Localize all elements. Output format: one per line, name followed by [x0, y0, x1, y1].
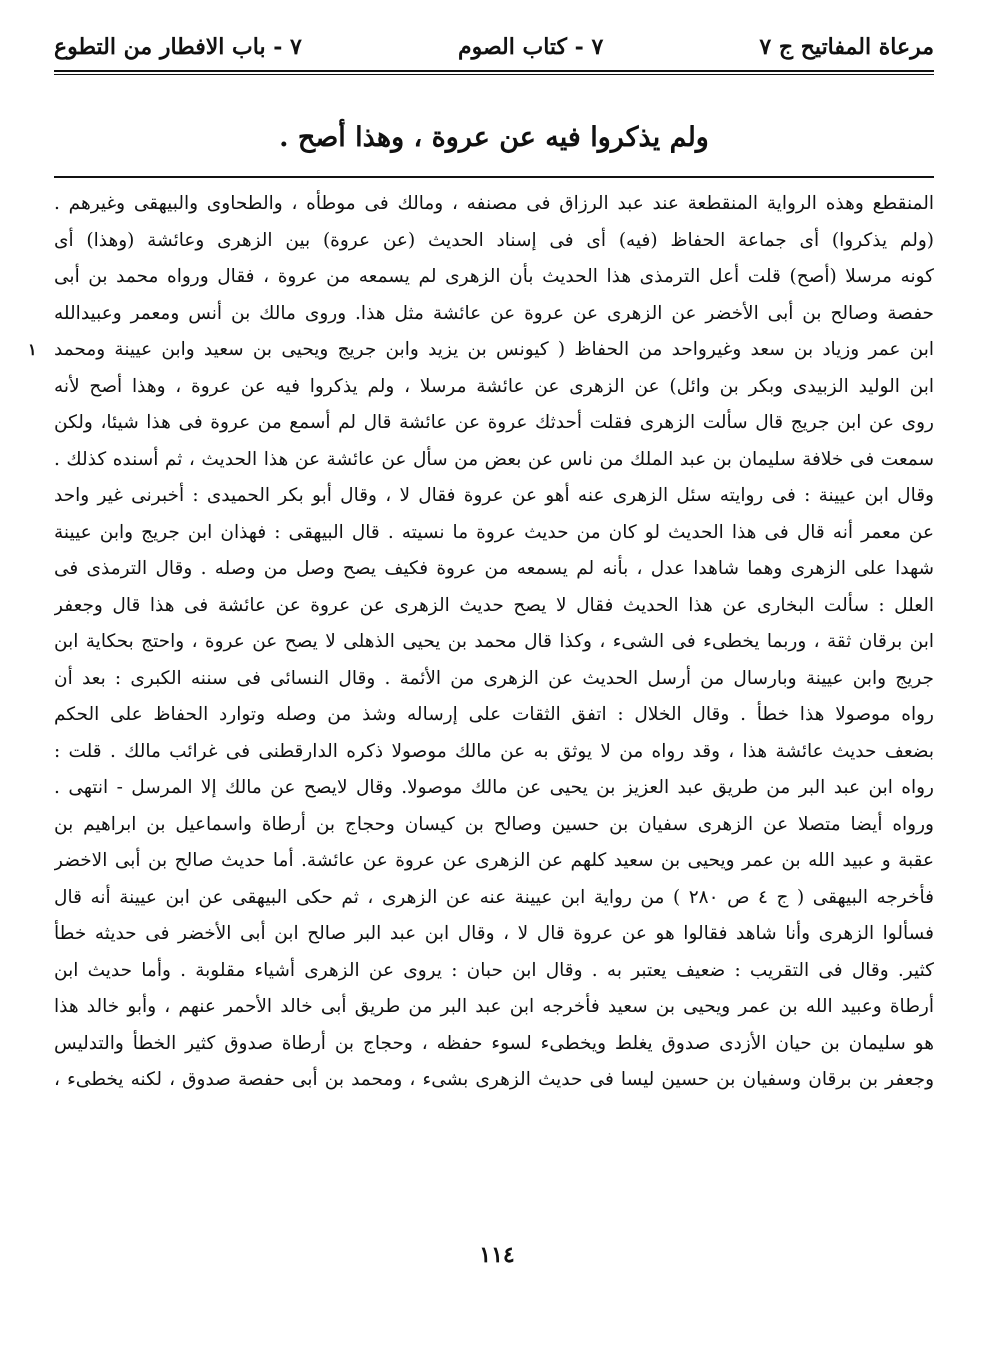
text-line: روى عن ابن جريج قال سألت الزهرى فقلت أحدثك عروة عن عائشة قال لم أسمع من عروة فى هذا شيئا، ولكن: [54, 412, 934, 433]
text-line: فسألوا الزهرى وأنا شاهد فقالوا هو عن عروة قال لا ، وقال ابن عبد البر صالح ابن أبى الأخضر فى حديثه خطأ: [54, 923, 934, 944]
text-line: كونه مرسلا (أصح) قلت أعل الترمذى هذا الحديث بأن الزهرى لم يسمعه من عروة ، فقال ورواه محمد بن أبى: [54, 266, 934, 287]
page-number: ١١٤: [479, 1242, 515, 1268]
text-line: رواه ابن عبد البر من طريق عبد العزيز بن يحيى عن مالك موصولا. وقال لايصح عن مالك إلا المرسل - انتهى .: [54, 777, 934, 798]
text-line: العلل : سألت البخارى عن هذا الحديث فقال لا يصح حديث الزهرى عن عروة عن عائشة فى هذا قال وجعفر: [54, 594, 934, 616]
text-line: ابن عمر وزياد بن سعد وغيرواحد من الحفاظ ( كيونس بن يزيد وابن جريج ويحيى بن سعيد وابن عيينة ومحمد: [54, 339, 934, 360]
text-line: عن معمر أنه قال فى هذا الحديث لو كان من حديث عروة ما نسيته . قال البيهقى : فهذان ابن جريج وابن عيينة: [54, 521, 934, 543]
text-line: سمعت فى خلافة سليمان بن عبد الملك من ناس عن بعض من سأل عن عائشة عن هذا الحديث ، ثم أسنده كذلك .: [54, 448, 934, 470]
header-divider: [54, 70, 934, 75]
margin-note: ١: [28, 340, 37, 359]
text-line: عقبة و عبيد الله بن عمر ويحيى بن سعيد كلهم عن الزهرى عن عروة عن عائشة. أما حديث صالح بن أبى الاخضر: [54, 850, 934, 871]
text-line: شهدا على الزهرى وهما شاهدا عدل ، بأنه لم يسمعه من عروة فكيف يصح وصل من وصله . وقال الترمذى فى: [54, 558, 934, 579]
header-book-title: مرعاة المفاتيح ج ٧: [759, 34, 934, 60]
text-line: ابن برقان ثقة ، وربما يخطىء فى الشىء ، وكذا قال محمد بن يحيى الذهلى لا يصح عن عروة ، واحتج بحكاية ابن: [54, 631, 934, 652]
hadith-quote: ولم يذكروا فيه عن عروة ، وهذا أصح .: [279, 122, 709, 153]
text-line: هو سليمان بن حيان الأزدى صدوق يغلط ويخطىء لسوء حفظه ، وحجاج بن أرطاة صدوق كثير الخطأ والتدليس: [54, 1032, 934, 1054]
header-book-section: ٧ - كتاب الصوم: [457, 34, 604, 60]
quote-divider: [54, 176, 934, 178]
text-line: كثير. وقال فى التقريب : ضعيف يعتبر به . وقال ابن حبان : يروى عن الزهرى أشياء مقلوبة . وأما حديث ابن: [54, 959, 934, 981]
text-line: المنقطع وهذه الرواية المنقطعة عند عبد الرزاق فى مصنفه ، ومالك فى موطأه ، والطحاوى والبيهقى وغيرهم .: [54, 193, 934, 214]
text-line: ورواه أيضا متصلا عن الزهرى سفيان بن حسين وصالح بن كيسان وحجاج بن أرطاة واسماعيل بن ابراهيم بن: [54, 813, 934, 835]
text-line: بضعف حديث عائشة هذا ، وقد رواه من لا يوثق به عن مالك موصولا ذكره الدارقطنى فى غرائب مالك . قلت :: [54, 740, 934, 762]
text-line: ابن الوليد الزبيدى وبكر بن وائل) عن الزهرى عن عائشة مرسلا ، ولم يذكروا فيه عن عروة ، وهذا أصح لأنه: [54, 375, 934, 397]
text-line: أرطاة وعبيد الله بن عمر ويحيى بن سعيد فأخرجه ابن عبد البر من طريق أبى خالد الأحمر عنهم ، وأبو خالد هذا: [54, 996, 934, 1017]
text-line: جريج وابن عيينة وبارسال من أرسل الحديث عن الزهرى من الأئمة . وقال النسائى فى سننه الكبرى : بعد أن: [54, 667, 934, 689]
text-line: حفصة وصالح بن أبى الأخضر عن الزهرى عن عروة عن عائشة مثل هذا. وروى مالك بن أنس ومعمر وعبيدالله: [54, 302, 934, 324]
text-line: رواه موصولا هذا خطأ . وقال الخلال : اتفق الثقات على إرساله وشذ من وصله وتوارد الحفاظ على الحكم: [54, 704, 934, 725]
commentary-body: [54, 186, 934, 1099]
text-line: فأخرجه البيهقى ( ج ٤ ص ٢٨٠ ) من رواية ابن عيينة عنه عن الزهرى ، ثم حكى البيهقى عن ابن عيينة أنه قال: [54, 886, 934, 908]
header-chapter: ٧ - باب الافطار من التطوع: [54, 34, 302, 60]
text-line: وقال ابن عيينة : فى روايته سئل الزهرى عنه أهو عن عروة فقال لا ، وقال أبو بكر الحميدى : أخبرنى غير واحد: [54, 485, 934, 506]
text-line: وجعفر بن برقان وسفيان بن حسين ليسا فى حديث الزهرى بشىء ، ومحمد بن أبى حفصة صدوق ، لكنه يخطىء ،: [54, 1069, 934, 1090]
text-line: (ولم يذكروا) أى جماعة الحفاظ (فيه) أى فى إسناد الحديث (عن عروة) بين الزهرى وعائشة (وهذا) أى: [54, 229, 934, 251]
page-header: [54, 26, 934, 68]
